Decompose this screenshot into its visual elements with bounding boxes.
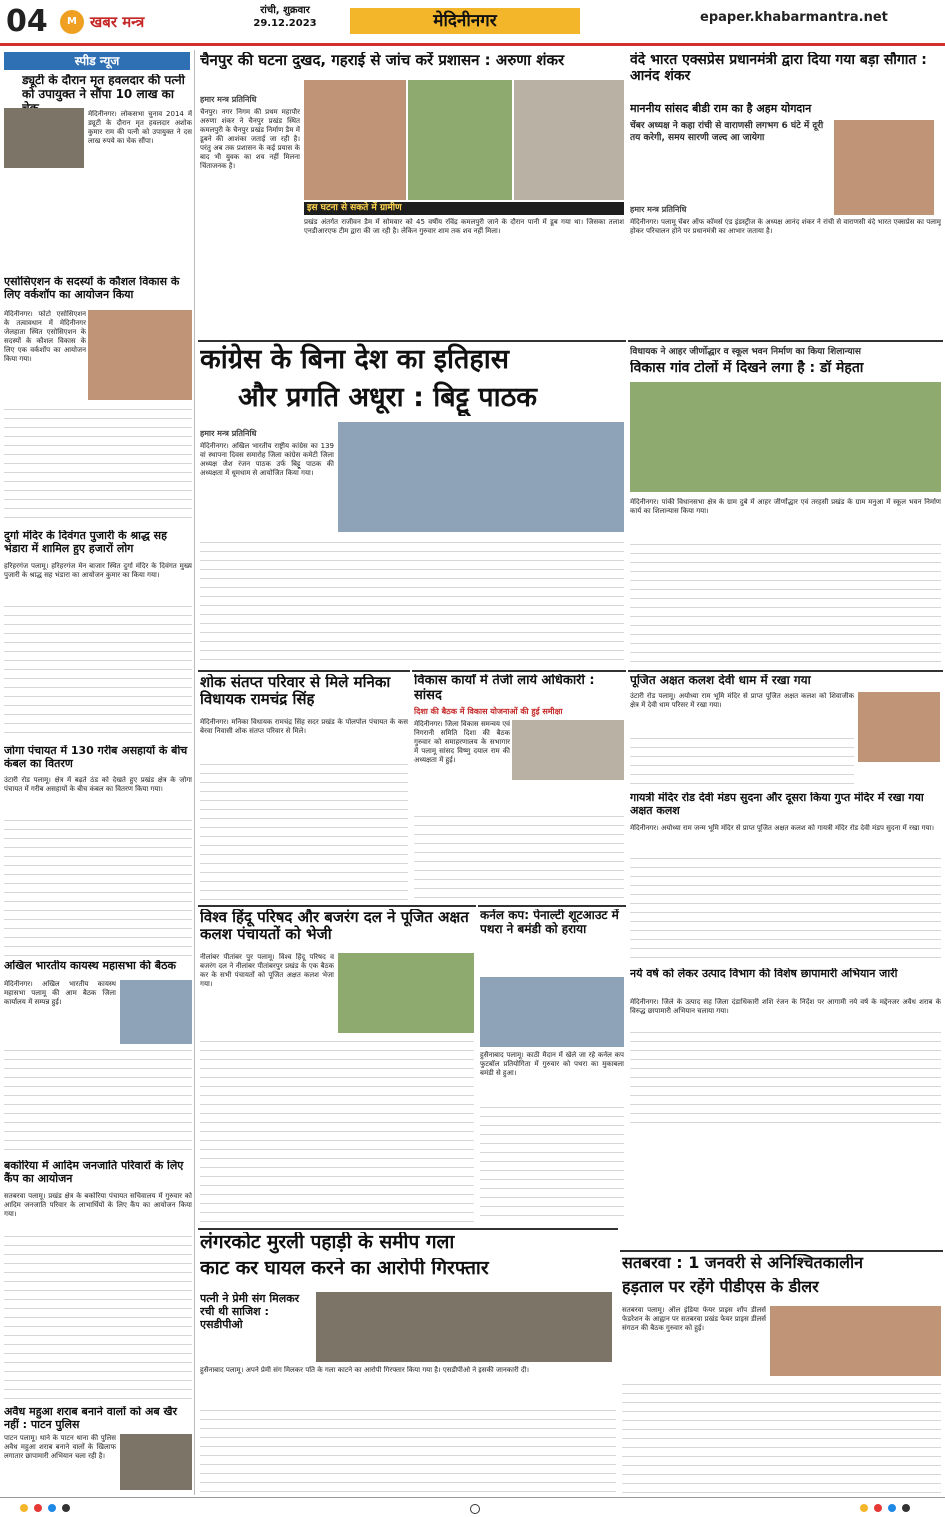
date: 29.12.2023	[253, 18, 317, 29]
story-photo	[514, 80, 624, 200]
story-kicker: विधायक ने आहर जीर्णोद्धार व स्कूल भवन निर्माण का किया शिलान्यास	[630, 347, 861, 357]
story-head: विकास गांव टोलों में दिखने लगा है : डॉ मेहता	[630, 360, 864, 376]
story-photo	[408, 80, 512, 200]
story-head: लंगरकोट मुरली पहाड़ी के समीप गला	[200, 1232, 455, 1253]
epaper-link[interactable]: epaper.khabarmantra.net	[700, 10, 888, 25]
registration-dot	[48, 1504, 56, 1512]
story-head: गायत्री मंदिर रोड देवी मंडप सुदना और दूसरा किया गुप्त मंदिर में रखा गया अक्षत कलश	[630, 792, 924, 817]
vikas-story	[412, 670, 626, 905]
pds-story	[620, 1250, 943, 1496]
story-head: चैनपुर की घटना दुखद, गहराई से जांच करें प्रशासन : अरुणा शंकर	[200, 52, 565, 69]
text-block	[414, 812, 624, 902]
story-head: कर्नल कप: पेनाल्टी शूटआउट में पथरा ने बमंडी को हराया	[480, 909, 619, 936]
text-block	[200, 760, 408, 900]
story-head: ड्यूटी के दौरान मृत हवलदार की पत्नी को उपायुक्त ने सौंपा 10 लाख का	[22, 74, 185, 101]
story-photo	[512, 720, 624, 780]
story-body: पाटन पलामू। थाने के पाटन थाना की पुलिस अवैध महुआ शराब बनाने वालों के खिलाफ लगातार छापामारी अभियान चला रही है।	[4, 1434, 116, 1460]
story-head: विकास कार्यों में तेजी लाये अधिकारी : सांसद	[414, 674, 595, 703]
mehta-story	[628, 340, 943, 670]
registration-dot	[62, 1504, 70, 1512]
dateline	[230, 4, 340, 30]
story-photo	[480, 977, 624, 1047]
text-block	[4, 1232, 192, 1402]
pull-quote: चेंबर अध्यक्ष ने कहा रांची से वाराणसी लगभग 6 घंटे में दूरी तय करेगी, समय सारणी जल्द आ जायेगा	[630, 121, 824, 143]
story-photo	[338, 422, 624, 532]
registration-dot	[902, 1504, 910, 1512]
text-block	[4, 816, 192, 956]
text-block	[630, 1028, 941, 1128]
portrait-photo	[834, 120, 934, 215]
story-head: बकोरिया में आदिम जनजाति परिवारों के लिए कैंप का आयोजन	[4, 1160, 184, 1185]
story-body: नीलांबर पीतांबर पुर पलामू। विश्व हिंदू परिषद व बजरंग दल ने नीलांबर पीतांबरपुर प्रखंड के एक बैठक कर के सभी पंचायतों को पूजित अक्षत कलश भेजा गया।	[200, 953, 334, 988]
story-head: अखिल भारतीय कायस्थ महासभा की बैठक	[4, 960, 176, 972]
congress-story	[198, 340, 626, 670]
registration-dot	[874, 1504, 882, 1512]
byline: हमार मन्त्र प्रतिनिधि	[200, 429, 257, 438]
masthead	[0, 0, 945, 46]
story-body: मेदिनीनगर। पांकी विधानसभा क्षेत्र के ग्राम दुबे में आहर जीर्णोद्धार एवं तरहसी प्रखंड के ग्राम मनुआ में स्कूल भवन निर्माण कार्य का शिलान्यास किया गया।	[630, 498, 941, 515]
section-title: मेदिनीनगर	[350, 8, 580, 34]
murder-story	[198, 1228, 618, 1496]
story-head: एसोसिएशन के सदस्यों के कौशल विकास के लिए वर्कशॉप का आयोजन किया	[4, 276, 180, 301]
vhp-story	[198, 905, 476, 1225]
right-column	[628, 670, 943, 1250]
story-body: मेदिनीनगर। अखिल भारतीय कायस्थ महासभा पलामू की आम बैठक जिला कार्यालय में सम्पन्न हुई।	[4, 980, 116, 1006]
brand-logo[interactable]	[60, 8, 190, 38]
shok-story	[198, 670, 410, 905]
byline: हमार मन्त्र प्रतिनिधि	[200, 95, 257, 104]
story-head: हड़ताल पर रहेंगे पीडीएस के डीलर	[622, 1278, 819, 1296]
text-block	[200, 1037, 474, 1223]
bottom-strip	[0, 1497, 945, 1517]
brand-name: खबर मन्त्र	[90, 13, 145, 31]
text-block	[4, 1492, 192, 1495]
story-head: जोगा पंचायत में 130 गरीब असहायों के बीच कंबल का वितरण	[4, 745, 188, 770]
text-block	[200, 538, 624, 668]
text-block	[200, 1406, 616, 1494]
text-block	[622, 1380, 941, 1494]
left-column	[0, 50, 195, 1495]
story-kicker: पत्नी ने प्रेमी संग मिलकर रची थी साजिश : एसडीपीओ	[200, 1292, 300, 1331]
story-photo	[304, 80, 406, 200]
byline: हमार मन्त्र प्रतिनिधि	[630, 205, 687, 214]
story-body: मेदिनीनगर। जिला विकास समन्वय एवं निगरानी समिति दिशा की बैठक गुरुवार को समाहरणालय के सभागार में पलामू सांसद विष्णु दयाल राम की अध्यक्षता में हुई।	[414, 720, 510, 764]
story-body: हरिहरगंज पलामू। हरिहरगंज मेन बाजार स्थित दुर्गा मंदिर के दिवंगत मुख्य पुजारी के श्राद्ध सह भंडारा का आयोजन कुमार का किया गया।	[4, 562, 192, 579]
story-head: काट कर घायल करने का आरोपी गिरफ्तार	[200, 1258, 489, 1279]
story-body: हुसैनाबाद पलामू। काठी मैदान में खेले जा रहे कर्नल कप फुटबॉल प्रतियोगिता में गुरुवार को पथरा का मुकाबला बमंडी से हुआ।	[480, 1051, 624, 1077]
story-head: पूजित अक्षत कलश देवी धाम में रखा गया	[630, 674, 811, 687]
text-block	[4, 1046, 192, 1156]
story-body: चैनपुर। नगर निगम की प्रथम महापौर अरुणा शंकर ने चैनपुर प्रखंड स्थित कमलपुरी के चैनपुर प्रखंड निर्माण डैम में डूबने की आशंका जताई जा रही है। परंतु अब तक प्रशासन के कई प्रयास के बाद भी युवक का शव नहीं मिलना चिंताजनक है।	[200, 108, 300, 170]
story-body: मेदिनीनगर। जिले के उत्पाद सह जिला दंडाधिकारी शशि रंजन के निर्देश पर आगामी नये वर्ष के मद्देनजर अवैध शराब के विरुद्ध छापामारी अभियान चलाया गया।	[630, 998, 941, 1015]
text-block	[630, 540, 941, 668]
registration-dot	[888, 1504, 896, 1512]
story-body: मेदिनीनगर। पलामू चेंबर ऑफ कॉमर्स एंड इंडस्ट्रीज के अध्यक्ष आनंद शंकर ने रांची से वाराणसी वंदे भारत एक्सप्रेस का पलामू होकर परिचालन होने पर प्रधानमंत्री का आभार जताया है।	[630, 218, 941, 235]
story-body: हुसैनाबाद पलामू। अपने प्रेमी संग मिलकर पति के गला काटने का आरोपी गिरफ्तार किया गया है। एसडीपीओ ने इसकी जानकारी दी।	[200, 1366, 530, 1374]
story-body: मेदिनीनगर। लोकसभा चुनाव 2014 में ड्यूटी के दौरान मृत हवलदार अशोक कुमार राम की पत्नी को उपायुक्त ने दस लाख रुपये का चेक सौंपा।	[88, 110, 192, 145]
story-photo	[338, 953, 474, 1033]
story-head: विश्व हिंदू परिषद और बजरंग दल ने पूजित अक्षत कलश पंचायतों को भेजी	[200, 909, 469, 944]
story-head: कांग्रेस के बिना देश का इतिहास	[200, 344, 509, 375]
story-photo	[120, 1434, 192, 1490]
story-photo	[88, 310, 192, 400]
story-head: सतबरवा : 1 जनवरी से अनिश्चितकालीन	[622, 1254, 863, 1272]
photo-caption: इस घटना से सकते में ग्रामीण	[304, 202, 624, 215]
story-photo	[120, 980, 192, 1044]
portrait-photo	[858, 692, 940, 762]
registration-dot	[860, 1504, 868, 1512]
text-block	[4, 602, 192, 740]
registration-dot	[20, 1504, 28, 1512]
story-head: और प्रगति अधूरा : बिट्टू पाठक	[238, 382, 538, 413]
story-body: उंटारी रोड पलामू। अयोध्या राम भूमि मंदिर से प्राप्त पूजित अक्षत कलश को शिवाजीक क्षेत्र में देवी धाम परिसर में रखा गया।	[630, 692, 854, 709]
story-body: मेदिनीनगर। अयोध्या राम जन्म भूमि मंदिर से प्राप्त पूजित अक्षत कलश को गायत्री मंदिर रोड देवी मंडप सुदना में रखा गया।	[630, 824, 935, 832]
page-number: 04	[6, 4, 48, 39]
story-subhead: दिशा की बैठक में विकास योजनाओं की हुई समीक्षा	[414, 707, 563, 716]
story-body: मेदिनीनगर। फोटो एसोसिएशन के तत्वावधान में मेदिनीनगर जेलहाता स्थित एसोसिएशन के सदस्यों के कौशल विकास के लिए एक वर्कशॉप का आयोजन किया गया।	[4, 310, 86, 363]
speed-news-tag: स्पीड न्यूज	[4, 52, 190, 70]
story-head: दुर्गा मंदिर के दिवंगत पुजारी के श्राद्ध सह भंडारा में शामिल हुए हजारों लोग	[4, 530, 167, 555]
story-photo	[630, 382, 941, 492]
story-body: मेदिनीनगर। मनिका विधायक रामचंद्र सिंह सदर प्रखंड के पोलपोल पंचायत के कस बेरवा निवासी शोक संतप्त परिवार से मिले।	[200, 718, 408, 735]
story-photo	[316, 1292, 612, 1362]
caption-body: प्रखंड अंतर्गत राजीवन डैम में सोमवार को 45 वर्षीय रविंद्र कमलपुरी जाने के दौरान पानी में डूब गया था। जिसका तलाश एनडीआरएफ टीम द्वारा की जा रही है। लेकिन गुरुवार शाम तक शव नहीं मिला।	[304, 218, 624, 235]
registration-dot	[34, 1504, 42, 1512]
story-head: नये वर्ष को लेकर उत्पाद विभाग की विशेष छापामारी अभियान जारी	[630, 968, 898, 980]
story-head: अवैध महुआ शराब बनाने वालों को अब खैर नहीं : पाटन पुलिस	[4, 1406, 177, 1431]
text-block	[630, 854, 941, 964]
story-subhead: माननीय सांसद बीडी राम का है अहम योगदान	[630, 102, 812, 115]
text-block	[480, 1103, 624, 1223]
story-photo	[770, 1306, 941, 1376]
story-head: शोक संतप्त परिवार से मिले मनिका विधायक रामचंद्र सिंह	[200, 674, 391, 709]
story-body: सतबरवा पलामू। प्रखंड क्षेत्र के बकोरिया पंचायत सचिवालय में गुरुवार को आदिम जनजाति परिवार के लाभार्थियों के लिए कैंप का आयोजन किया गया।	[4, 1192, 192, 1218]
registration-mark-icon	[470, 1504, 480, 1514]
chainpur-story	[198, 50, 626, 340]
story-body: उंटारी रोड पलामू। क्षेत्र में बढ़ते ठंड को देखते हुए प्रखंड क्षेत्र के जोगा पंचायत में गरीब असहायों के बीच कंबल का वितरण किया गया।	[4, 776, 192, 793]
story-head: वंदे भारत एक्सप्रेस प्रधानमंत्री द्वारा दिया गया बड़ा सौगात : आनंद शंकर	[630, 52, 927, 85]
brand-icon: M	[60, 10, 84, 34]
text-block	[630, 734, 854, 786]
story-body: मेदिनीनगर। अखिल भारतीय राष्ट्रीय कांग्रेस का 139 वां स्थापना दिवस समारोह जिला कांग्रेस कमेटी जिला अध्यक्ष जैश रंजन पाठक उर्फ बिट्टू पाठक की अध्यक्षता में धूमधाम से आयोजित किया गया।	[200, 442, 334, 477]
city: रांची, शुक्रवार	[260, 5, 310, 16]
vande-bharat-story	[628, 50, 943, 340]
text-block	[4, 405, 192, 525]
story-body: सतबरवा पलामू। ऑल इंडिया फेयर प्राइस शॉप डीलर्स फेडरेशन के आह्वान पर सतबरवा प्रखंड फेयर प्राइस डीलर्स संगठन की बैठक गुरुवार को हुई।	[622, 1306, 766, 1332]
cup-story	[478, 905, 626, 1225]
